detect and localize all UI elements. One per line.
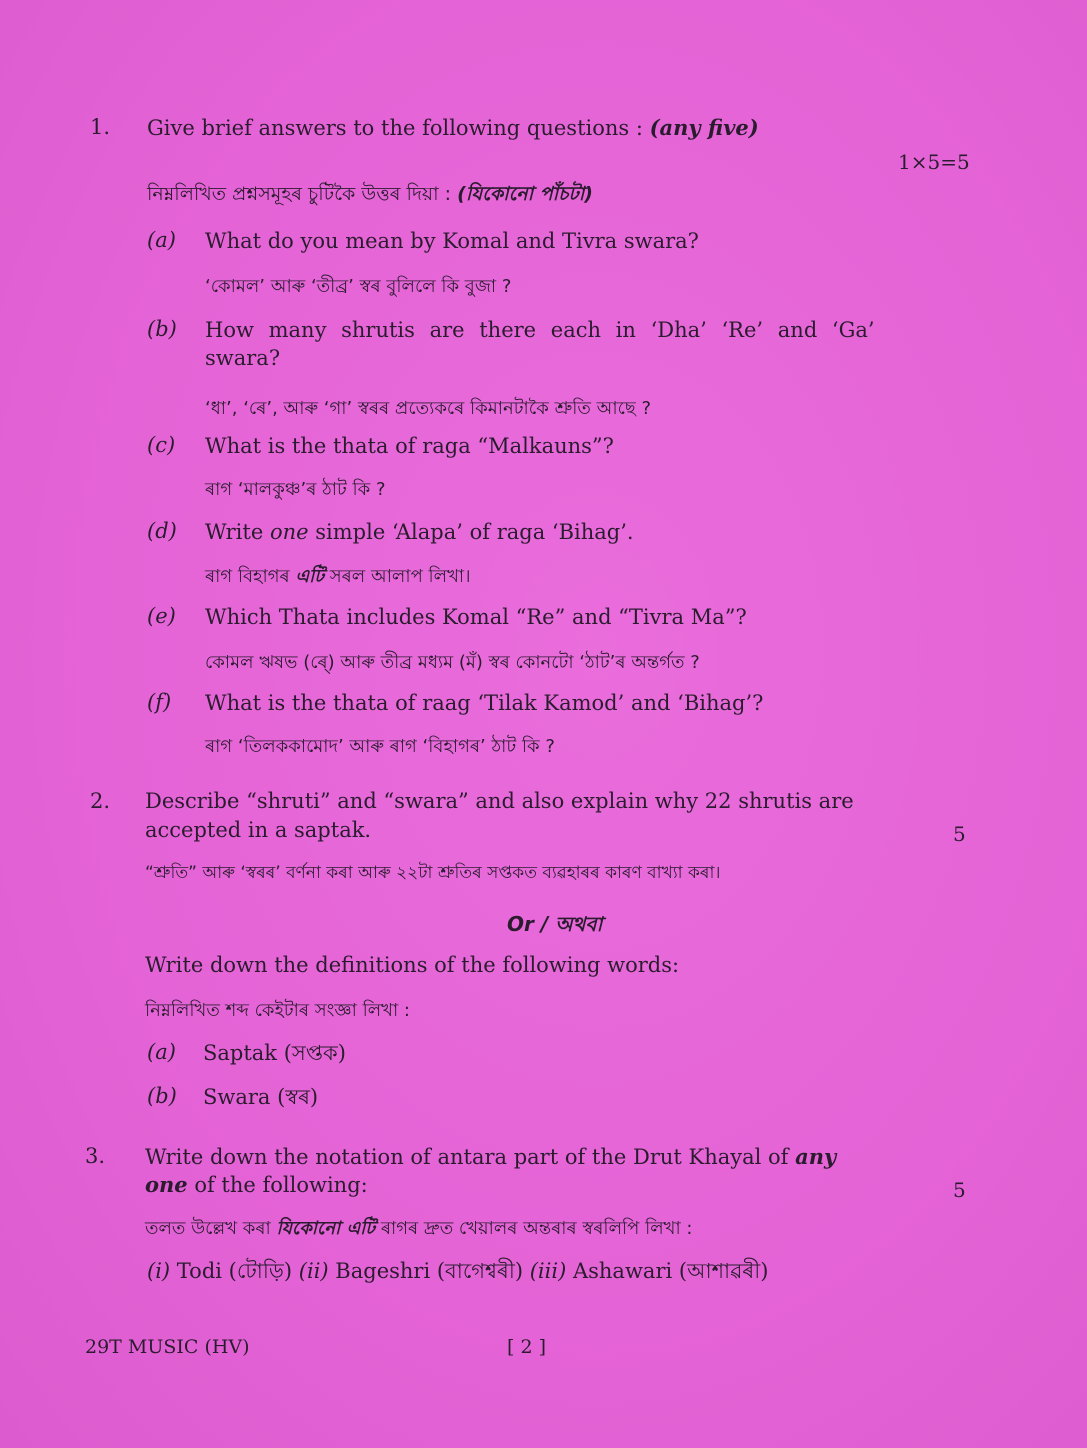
q2-number: 2. [90, 789, 111, 813]
q1-marks: 1×5=5 [898, 150, 970, 174]
q2b-label: (b) [147, 1084, 177, 1108]
q1-emphasis-bn: (যিকোনো পাঁচটা) [457, 183, 593, 205]
q1d-text: Write one simple ‘Alapa’ of raga ‘Bihag’. [205, 520, 634, 544]
q1c-text-bn: ৰাগ ‘মালকুঞ্চ’ৰ ঠাট কি ? [205, 479, 386, 500]
page-number: [ 2 ] [507, 1336, 546, 1358]
q3-option-text: Bageshri (বাগেশ্বৰী) [335, 1259, 524, 1283]
q1b-text-cont: swara? [205, 346, 281, 370]
q1d-label: (d) [147, 519, 177, 543]
q1-text: Give brief answers to the following questions : (any five) [147, 115, 759, 140]
q2-alt-text: Write down the definitions of the following words: [145, 953, 680, 977]
q3-marks: 5 [953, 1178, 966, 1202]
q3-line1: Write down the notation of antara part of the Drut Khayal of any [145, 1144, 837, 1169]
q2-alt-text-bn: নিম্নলিখিত শব্দ কেইটাৰ সংজ্ঞা লিখা : [145, 1000, 410, 1021]
q1f-text: What is the thata of raag ‘Tilak Kamod’ and ‘Bihag’? [205, 691, 764, 715]
q1c-text: What is the thata of raga “Malkauns”? [205, 434, 614, 458]
q1d-text-bn: ৰাগ বিহাগৰ এটি সৰল আলাপ লিখা। [205, 566, 471, 587]
q2-text-bn: “শ্ৰুতি” আৰু ‘স্বৰৰ’ বৰ্ণনা কৰা আৰু ২২টা শ্ৰুতিৰ সপ্তকত ব্যৱহাৰৰ কাৰণ বাখ্যা কৰা। [145, 863, 721, 883]
q3-option-text: Ashawari (আশাৱৰী) [572, 1259, 769, 1283]
q1a-label: (a) [147, 228, 176, 252]
q1f-label: (f) [147, 690, 172, 714]
paper-code: 29T MUSIC (HV) [85, 1336, 250, 1358]
q1e-label: (e) [147, 604, 176, 628]
q1b-text-bn: ‘ধা’, ‘ৰে’, আৰু ‘গা’ স্বৰৰ প্ৰত্যেকৰে কিমানটাকৈ শ্ৰুতি আছে ? [205, 398, 652, 419]
q3-options [147, 1256, 768, 1286]
q3-option-label: (iii) [529, 1259, 567, 1283]
q3-number: 3. [85, 1144, 106, 1168]
q2-line1: Describe “shruti” and “swara” and also explain why 22 shrutis are [145, 789, 854, 813]
q3-option-label: (i) [147, 1259, 171, 1283]
q1-emphasis: (any five) [649, 115, 759, 140]
q1a-text: What do you mean by Komal and Tivra swara? [205, 229, 699, 253]
q1c-label: (c) [147, 433, 176, 457]
q1b-text: How many shrutis are there each in ‘Dha’ ‘Re’ and ‘Ga’ [205, 318, 875, 342]
q1e-text: Which Thata includes Komal “Re” and “Tivra Ma”? [205, 605, 747, 629]
q1e-text-bn: কোমল ঋষভ (ৰে্) আৰু তীব্ৰ মধ্যম (মঁ) স্বৰ কোনটো ‘ঠাট’ৰ অন্তৰ্গত ? [205, 652, 700, 673]
q2a-label: (a) [147, 1040, 176, 1064]
q3-text-bn: তলত উল্লেখ কৰা যিকোনো এটি ৰাগৰ দ্ৰুত খেয়ালৰ অন্তৰাৰ স্বৰলিপি লিখা : [145, 1218, 693, 1239]
q1a-text-bn: ‘কোমল’ আৰু ‘তীব্ৰ’ স্বৰ বুলিলে কি বুজা ? [205, 276, 512, 297]
q1b-label: (b) [147, 317, 177, 341]
q3-option-label: (ii) [298, 1259, 329, 1283]
q1-text-bn: নিম্নলিখিত প্ৰশ্নসমূহৰ চুটিকৈ উত্তৰ দিয়া : (যিকোনো পাঁচটা) [147, 183, 593, 205]
or-separator: Or / অথবা [507, 912, 603, 936]
q2b-text: Swara (স্বৰ) [203, 1085, 319, 1109]
q2-marks: 5 [953, 822, 966, 846]
q1-number: 1. [90, 115, 111, 139]
q2a-text: Saptak (সপ্তক) [203, 1041, 346, 1065]
q3-line2: one of the following: [145, 1172, 368, 1197]
q3-option-text: Todi (টোড়ি) [176, 1259, 293, 1283]
q1f-text-bn: ৰাগ ‘তিলককামোদ’ আৰু ৰাগ ‘বিহাগৰ’ ঠাট কি ? [205, 736, 555, 757]
q2-line2: accepted in a saptak. [145, 818, 372, 842]
